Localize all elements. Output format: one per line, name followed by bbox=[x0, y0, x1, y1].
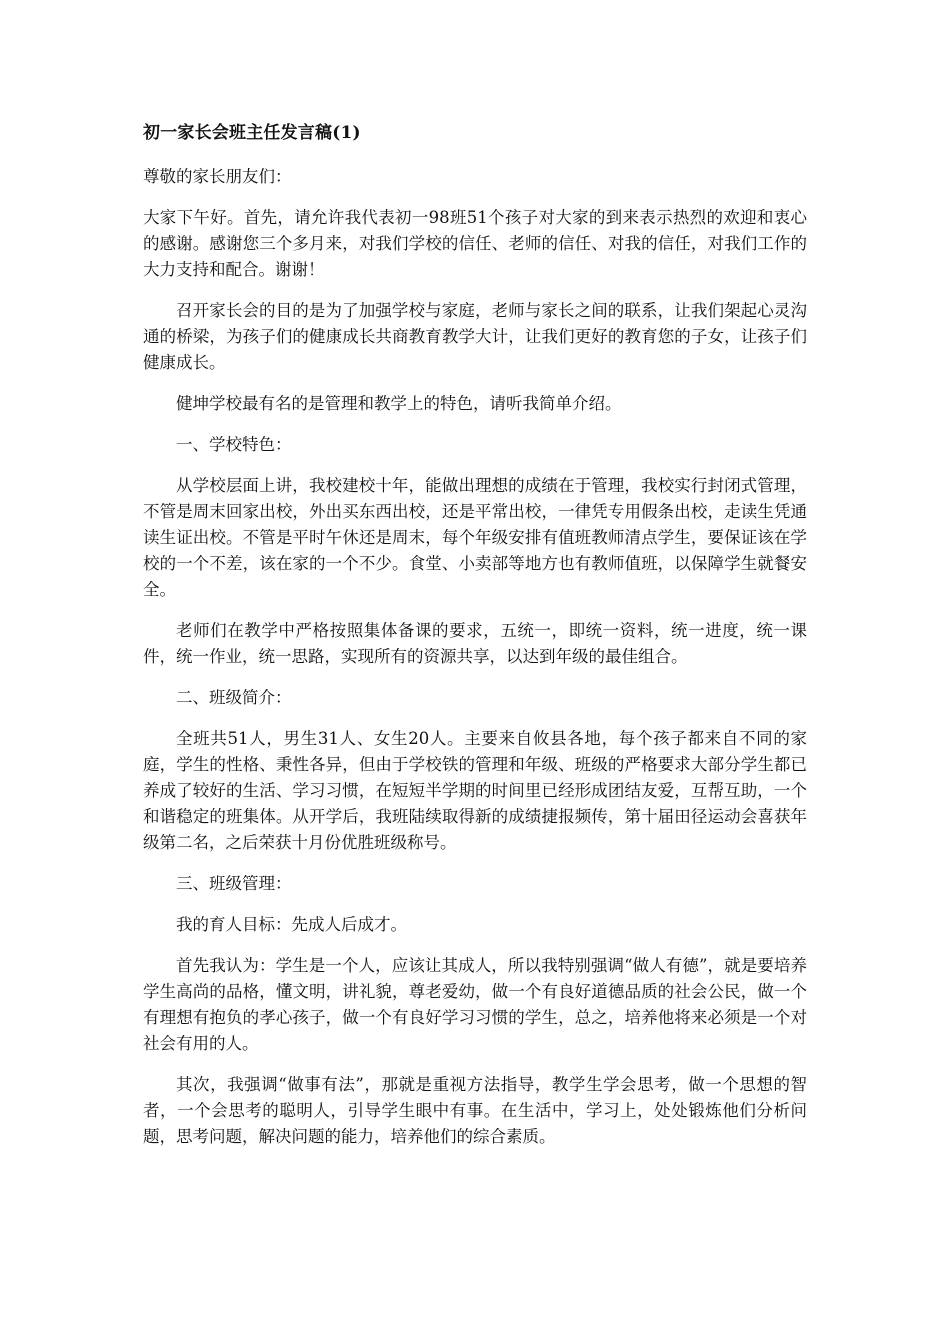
paragraph-purpose: 召开家长会的目的是为了加强学校与家庭，老师与家长之间的联系，让我们架起心灵沟通的桥梁，为孩子们的健康成长共商教育教学大计，让我们更好的教育您的子女，让孩子们健康成长。 bbox=[143, 301, 807, 372]
greeting: 尊敬的家长朋友们： bbox=[143, 167, 292, 186]
section-heading-class-intro: 二、班级简介： bbox=[176, 688, 292, 707]
section-heading-school-features: 一、学校特色： bbox=[176, 435, 292, 454]
paragraph-opening: 大家下午好。首先，请允许我代表初一98班51个孩子对大家的到来表示热烈的欢迎和衷心的感谢。感谢您三个多月来，对我们学校的信任、老师的信任、对我的信任，对我们工作的大力支持和配合。谢谢！ bbox=[143, 208, 807, 279]
paragraph-second-point: 其次，我强调“做事有法”，那就是重视方法指导，教学生学会思考，做一个思想的智者，一个会思考的聪明人，引导学生眼中有事。在生活中，学习上，处处锻炼他们分析问题，思考问题，解决问题的能力，培养他们的综合素质。 bbox=[143, 1075, 807, 1146]
document-title: 初一家长会班主任发言稿(1) bbox=[143, 123, 361, 143]
document-page bbox=[143, 120, 807, 1165]
paragraph-goal: 我的育人目标：先成人后成才。 bbox=[176, 915, 407, 934]
paragraph-school-intro: 健坤学校最有名的是管理和教学上的特色，请听我简单介绍。 bbox=[176, 394, 622, 413]
paragraph-first-point: 首先我认为：学生是一个人，应该让其成人，所以我特别强调“做人有德”，就是要培养学生高尚的品格，懂文明，讲礼貌，尊老爱幼，做一个有良好道德品质的社会公民，做一个有理想有抱负的孝心孩子，做一个有良好学习习惯的学生，总之，培养他将来必须是一个对社会有用的人。 bbox=[143, 956, 807, 1053]
paragraph-school-management: 从学校层面上讲，我校建校十年，能做出理想的成绩在于管理，我校实行封闭式管理，不管是周末回家出校，外出买东西出校，还是平常出校，一律凭专用假条出校，走读生凭通读生证出校。不管是平时午休还是周末，每个年级安排有值班教师清点学生，要保证该在学校的一个不差，该在家的一个不少。食堂、小卖部等地方也有教师值班，以保障学生就餐安全。 bbox=[143, 476, 807, 599]
section-heading-class-management: 三、班级管理： bbox=[176, 874, 292, 893]
paragraph-teaching: 老师们在教学中严格按照集体备课的要求，五统一，即统一资料，统一进度，统一课件，统一作业，统一思路，实现所有的资源共享，以达到年级的最佳组合。 bbox=[143, 621, 807, 666]
paragraph-class-intro: 全班共51人，男生31人、女生20人。主要来自攸县各地，每个孩子都来自不同的家庭，学生的性格、秉性各异，但由于学校铁的管理和年级、班级的严格要求大部分学生都已养成了较好的生活、学习习惯，在短短半学期的时间里已经形成团结友爱，互帮互助，一个和谐稳定的班集体。从开学后，我班陆续取得新的成绩捷报频传，第十届田径运动会喜获年级第二名，之后荣获十月份优胜班级称号。 bbox=[143, 729, 807, 852]
